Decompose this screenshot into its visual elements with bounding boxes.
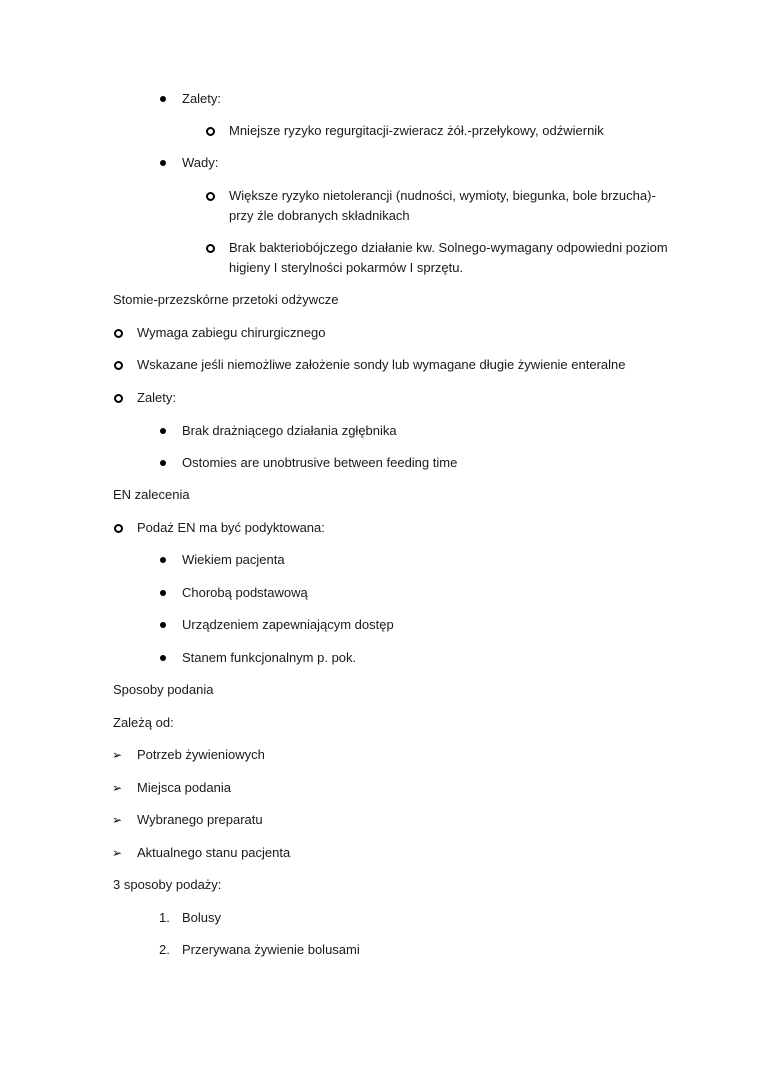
bullet-dot-icon bbox=[160, 590, 166, 596]
list-item: Wymaga zabiegu chirurgicznego bbox=[137, 325, 326, 340]
list-item: Stanem funkcjonalnym p. pok. bbox=[182, 650, 357, 665]
bullet-ring-icon bbox=[114, 394, 123, 403]
bullet-dot-icon bbox=[160, 160, 166, 166]
bullet-ring-icon bbox=[114, 524, 123, 533]
list-item: Wiekiem pacjenta bbox=[182, 552, 285, 567]
paragraph: Zależą od: bbox=[113, 715, 174, 730]
arrow-bullet-icon: ➢ bbox=[112, 781, 123, 795]
list-number: 1. bbox=[159, 910, 170, 925]
list-item: Wybranego preparatu bbox=[137, 812, 263, 827]
list-item: Brak bakteriobójczego działanie kw. Solnego-wymagany odpowiedni poziom bbox=[229, 240, 668, 255]
list-item: Ostomies are unobtrusive between feeding time bbox=[182, 455, 458, 470]
list-item: Mniejsze ryzyko regurgitacji-zwieracz żół.-przełykowy, odźwiernik bbox=[229, 123, 604, 138]
bullet-ring-icon bbox=[114, 361, 123, 370]
arrow-bullet-icon: ➢ bbox=[112, 846, 123, 860]
bullet-dot-icon bbox=[160, 428, 166, 434]
arrow-bullet-icon: ➢ bbox=[112, 813, 123, 827]
list-item: Wady: bbox=[182, 155, 219, 170]
section-heading: Stomie-przezskórne przetoki odżywcze bbox=[113, 292, 339, 307]
list-item: Podaż EN ma być podyktowana: bbox=[137, 520, 325, 535]
section-heading: EN zalecenia bbox=[113, 487, 190, 502]
bullet-dot-icon bbox=[160, 622, 166, 628]
list-item: Miejsca podania bbox=[137, 780, 231, 795]
bullet-ring-icon bbox=[206, 192, 215, 201]
list-item: Zalety: bbox=[137, 390, 177, 405]
bullet-ring-icon bbox=[206, 127, 215, 136]
list-item: Większe ryzyko nietolerancji (nudności, wymioty, biegunka, bole brzucha)- bbox=[229, 188, 656, 203]
list-number: 2. bbox=[159, 942, 170, 957]
list-item: Przerywana żywienie bolusami bbox=[182, 942, 360, 957]
list-item: Wskazane jeśli niemożliwe założenie sondy lub wymagane długie żywienie enteralne bbox=[137, 357, 626, 372]
arrow-bullet-icon: ➢ bbox=[112, 748, 123, 762]
section-heading: Sposoby podania bbox=[113, 682, 214, 697]
list-item-continuation: przy źle dobranych składnikach bbox=[229, 208, 410, 223]
list-item: Aktualnego stanu pacjenta bbox=[137, 845, 291, 860]
list-item: Potrzeb żywieniowych bbox=[137, 747, 265, 762]
list-item: Brak drażniącego działania zgłębnika bbox=[182, 423, 397, 438]
list-item: Zalety: bbox=[182, 91, 222, 106]
bullet-dot-icon bbox=[160, 655, 166, 661]
list-item: Chorobą podstawową bbox=[182, 585, 308, 600]
paragraph: 3 sposoby podaży: bbox=[113, 877, 222, 892]
list-item: Bolusy bbox=[182, 910, 222, 925]
bullet-ring-icon bbox=[206, 244, 215, 253]
bullet-ring-icon bbox=[114, 329, 123, 338]
list-item-continuation: higieny I sterylności pokarmów I sprzętu. bbox=[229, 260, 464, 275]
list-item: Urządzeniem zapewniającym dostęp bbox=[182, 617, 394, 632]
bullet-dot-icon bbox=[160, 460, 166, 466]
bullet-dot-icon bbox=[160, 96, 166, 102]
bullet-dot-icon bbox=[160, 557, 166, 563]
